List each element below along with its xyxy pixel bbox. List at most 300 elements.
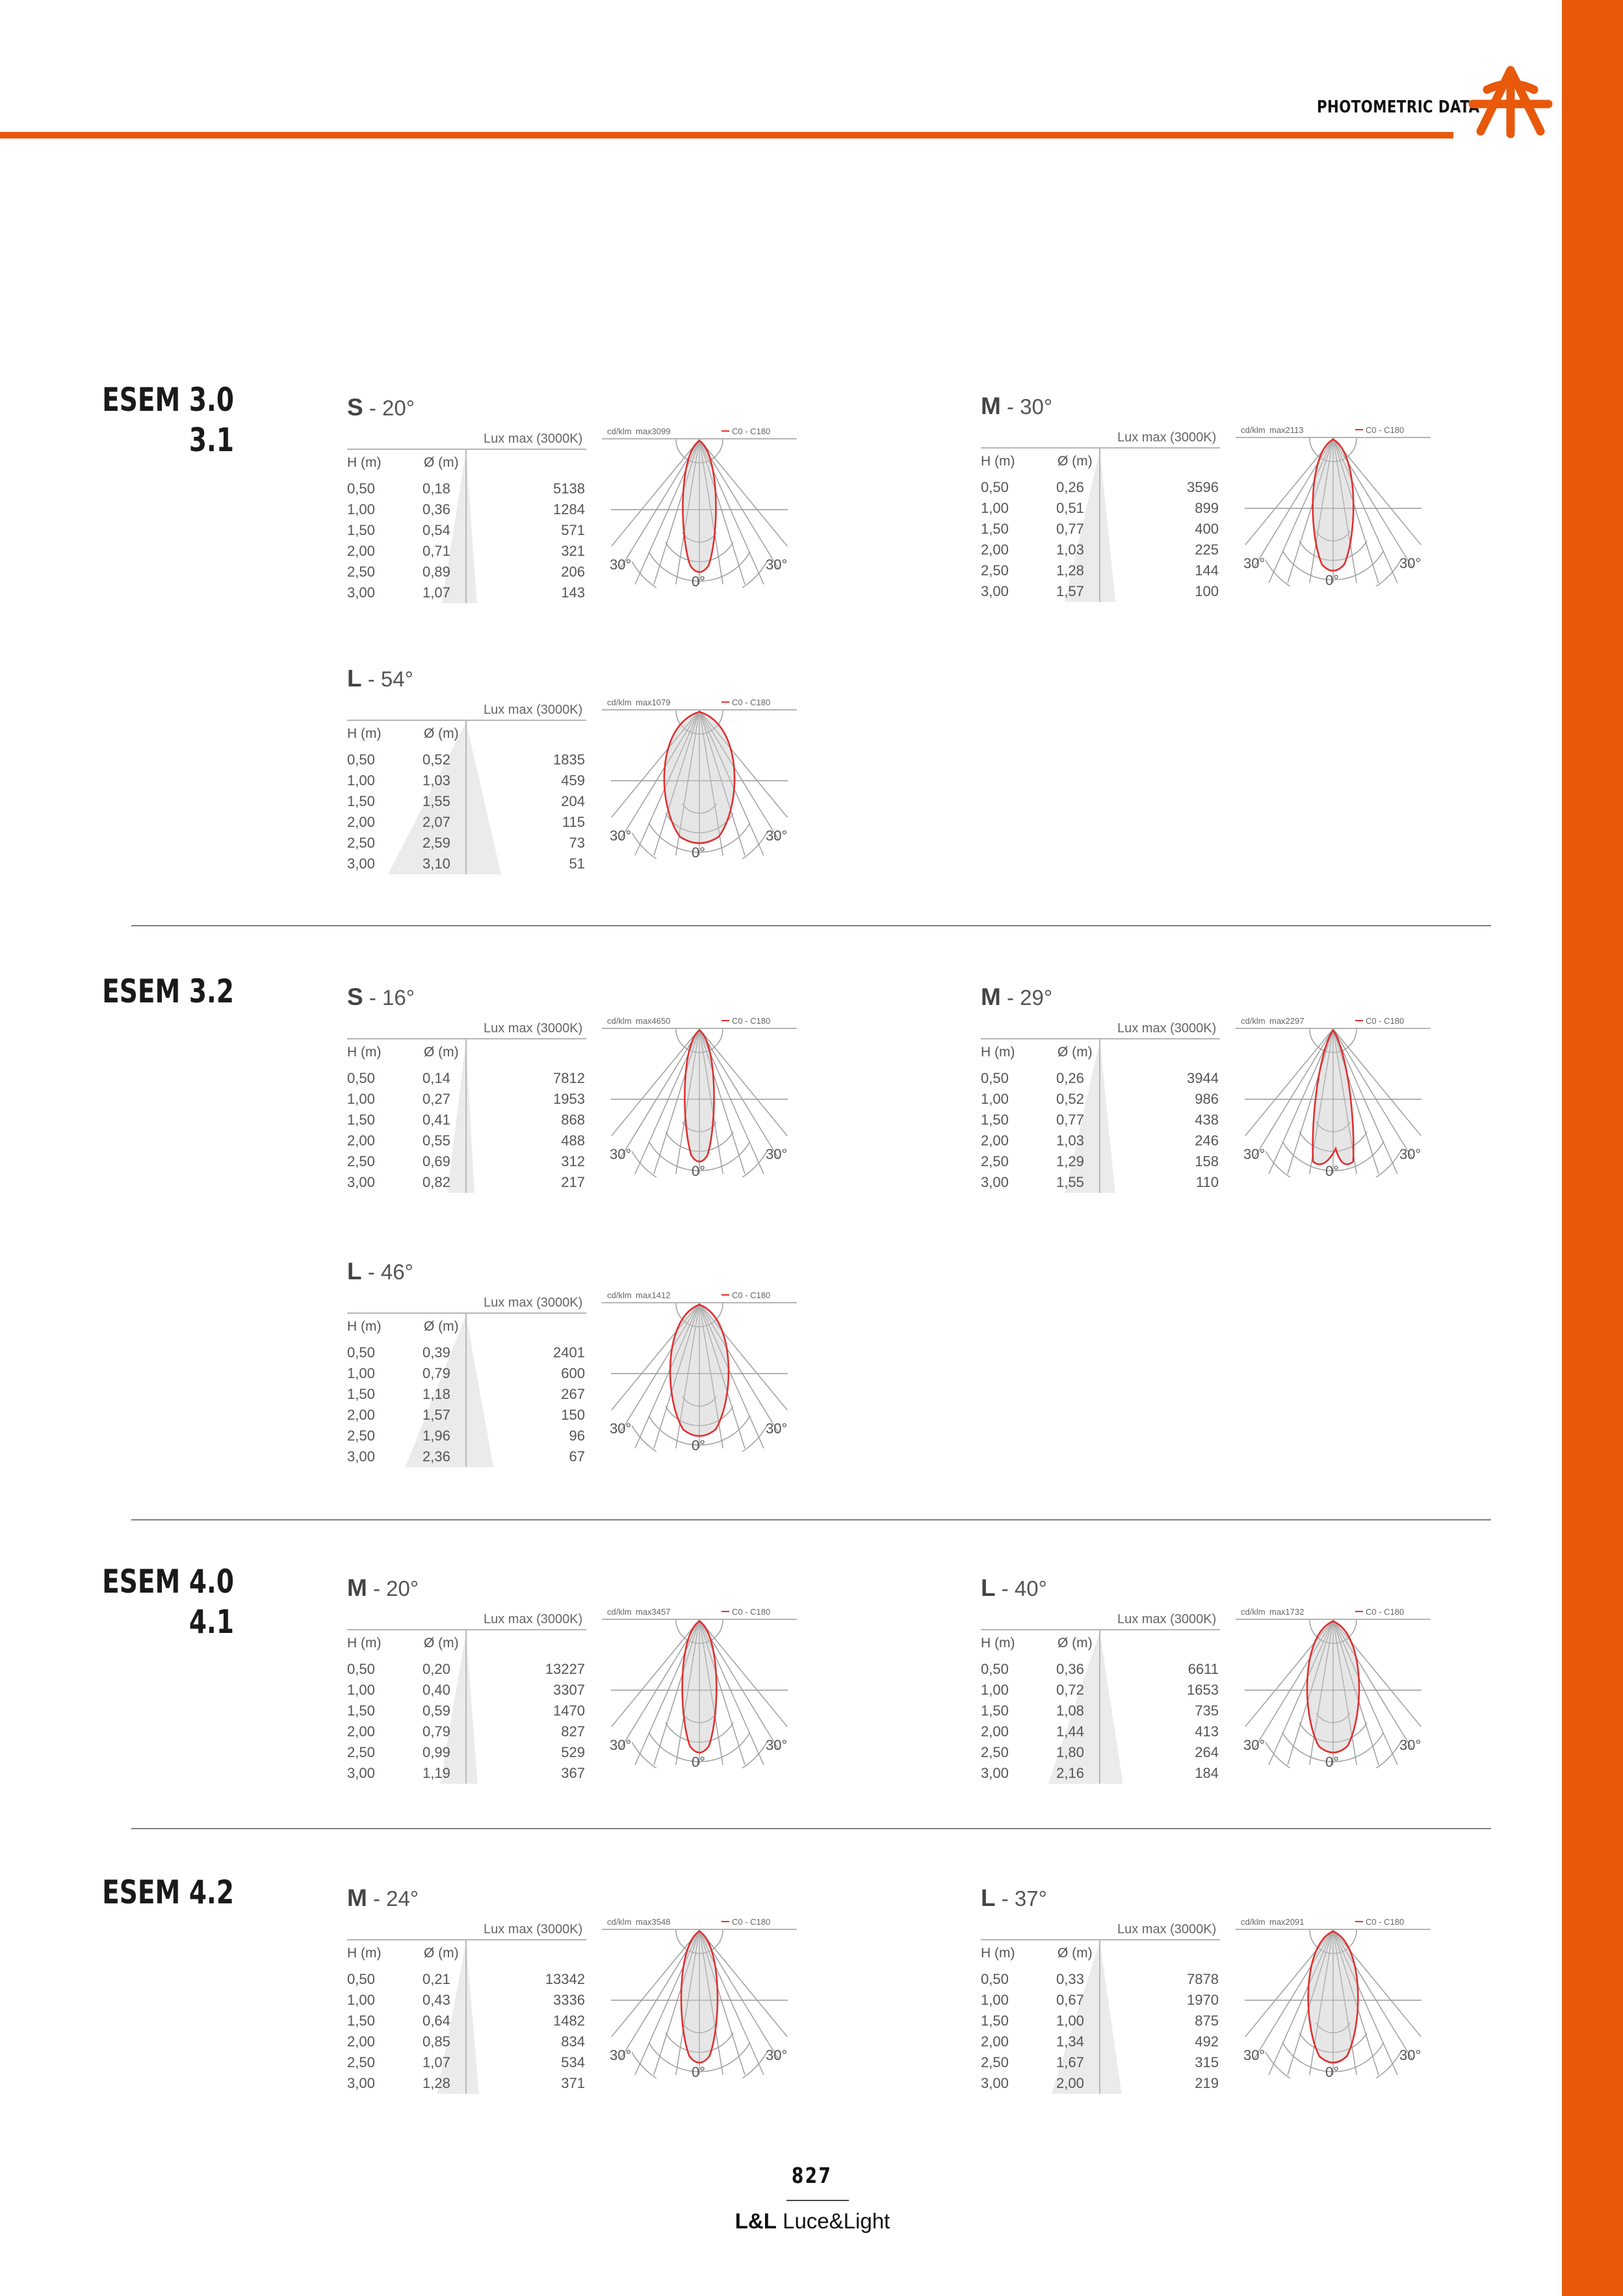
diameter-values-cell: 0,79 xyxy=(422,1365,450,1381)
diameter-values-cell: 0,41 xyxy=(422,1112,450,1128)
height-values xyxy=(347,1068,399,1193)
angle-label-zero: 0° xyxy=(1325,572,1340,586)
beam-letter: L xyxy=(981,1574,996,1601)
photometric-block xyxy=(981,984,1449,1205)
lux-values-cell: 367 xyxy=(561,1765,585,1781)
lux-max-header: Lux max (3000K) xyxy=(1117,1612,1217,1626)
height-values xyxy=(347,478,399,603)
lux-values-cell: 219 xyxy=(1195,2075,1219,2091)
height-values-cell: 2,50 xyxy=(347,1428,375,1444)
diameter-column-header: Ø (m) xyxy=(424,1319,459,1334)
lux-values-cell: 371 xyxy=(561,2075,585,2091)
diameter-column-header: Ø (m) xyxy=(1058,454,1093,469)
max-intensity-label: max2091 xyxy=(1269,1917,1305,1927)
diameter-values-cell: 0,43 xyxy=(422,1992,450,2008)
lux-max-header: Lux max (3000K) xyxy=(484,1296,583,1310)
max-intensity-label: max1412 xyxy=(636,1290,671,1300)
height-column-header: H (m) xyxy=(347,726,382,741)
legend-label: C0 - C180 xyxy=(732,426,771,436)
units-label: cd/klm xyxy=(1241,1016,1266,1026)
height-values-cell: 2,00 xyxy=(347,814,375,830)
lux-values-cell: 834 xyxy=(561,2033,585,2050)
height-values-cell: 2,00 xyxy=(981,1132,1009,1149)
lux-values xyxy=(510,1342,585,1467)
light-distribution-curve xyxy=(1307,1621,1359,1753)
polar-diagram xyxy=(602,1606,797,1768)
diameter-column-header: Ø (m) xyxy=(1058,1636,1093,1650)
height-values-cell: 0,50 xyxy=(981,479,1009,495)
height-values-cell: 1,00 xyxy=(347,772,375,789)
diameter-values-cell: 0,52 xyxy=(1056,1091,1084,1107)
light-distribution-curve xyxy=(1313,1030,1354,1164)
light-distribution-curve xyxy=(1308,1931,1358,2063)
page-title: PHOTOMETRIC DATA xyxy=(1317,98,1480,117)
angle-label-right: 30° xyxy=(766,828,788,844)
units-label: cd/klm xyxy=(607,1290,632,1300)
beam-title xyxy=(981,1885,1047,1912)
lux-max-header: Lux max (3000K) xyxy=(1117,430,1217,445)
beam-letter: M xyxy=(981,984,1001,1010)
lux-values-cell: 144 xyxy=(1195,562,1219,579)
footer-brand-rest: Luce&Light xyxy=(776,2209,890,2233)
diameter-values-cell: 1,03 xyxy=(422,772,450,789)
photometric-block xyxy=(347,665,815,886)
angle-label-zero: 0° xyxy=(692,2064,706,2078)
beam-letter: L xyxy=(347,1258,362,1285)
lux-values-cell: 571 xyxy=(561,522,585,538)
section-divider xyxy=(131,1519,1491,1520)
diameter-values xyxy=(422,750,474,874)
diameter-values-cell: 0,26 xyxy=(1056,479,1084,495)
lux-values-cell: 204 xyxy=(561,793,585,809)
diameter-column-header: Ø (m) xyxy=(424,455,459,470)
height-values-cell: 2,50 xyxy=(347,564,375,580)
diameter-values-cell: 1,55 xyxy=(1056,1174,1084,1190)
lux-values-cell: 534 xyxy=(561,2054,585,2070)
lux-values-cell: 600 xyxy=(561,1365,585,1381)
diameter-values-cell: 0,36 xyxy=(422,501,450,517)
height-values-cell: 3,00 xyxy=(347,1448,375,1465)
lux-values-cell: 67 xyxy=(569,1448,585,1465)
polar-diagram xyxy=(602,1916,797,2078)
diameter-values-cell: 0,69 xyxy=(422,1153,450,1169)
section-name xyxy=(51,1872,234,1912)
lux-values-cell: 1970 xyxy=(1187,1992,1219,2008)
angle-label-right: 30° xyxy=(766,2047,788,2063)
angle-label-left: 30° xyxy=(1243,555,1266,571)
height-column-header: H (m) xyxy=(347,1946,382,1961)
height-values-cell: 2,50 xyxy=(981,2054,1009,2070)
height-values-cell: 3,00 xyxy=(981,1765,1009,1781)
diameter-values-cell: 1,28 xyxy=(422,2075,450,2091)
diameter-values-cell: 0,26 xyxy=(1056,1070,1084,1086)
diameter-values-cell: 1,29 xyxy=(1056,1153,1084,1169)
lux-values-cell: 986 xyxy=(1195,1091,1219,1107)
angle-label-right: 30° xyxy=(1399,555,1422,571)
polar-diagram xyxy=(602,1015,797,1177)
lux-values-cell: 3596 xyxy=(1187,479,1219,495)
diameter-values-cell: 1,96 xyxy=(422,1428,450,1444)
lux-max-header: Lux max (3000K) xyxy=(484,1021,583,1036)
lux-values-cell: 158 xyxy=(1195,1153,1219,1169)
height-values-cell: 1,50 xyxy=(981,2013,1009,2029)
beam-angle: - 20° xyxy=(363,396,415,420)
lux-values xyxy=(1143,1068,1219,1193)
diameter-values-cell: 2,16 xyxy=(1056,1765,1084,1781)
lux-max-header: Lux max (3000K) xyxy=(484,703,583,717)
beam-title xyxy=(347,1574,419,1602)
diameter-values-cell: 0,99 xyxy=(422,1744,450,1760)
lux-values xyxy=(510,1969,585,2094)
height-values-cell: 1,50 xyxy=(347,793,375,809)
legend-label: C0 - C180 xyxy=(732,1607,771,1617)
height-values-cell: 2,50 xyxy=(981,562,1009,579)
lux-values-cell: 110 xyxy=(1195,1174,1219,1190)
diameter-values-cell: 0,39 xyxy=(422,1344,450,1361)
diameter-column-header: Ø (m) xyxy=(424,1946,459,1961)
height-values xyxy=(981,1969,1033,2094)
diameter-values-cell: 0,82 xyxy=(422,1174,450,1190)
lux-values-cell: 312 xyxy=(561,1153,585,1169)
angle-label-left: 30° xyxy=(1243,1146,1266,1162)
lux-values-cell: 6611 xyxy=(1188,1661,1219,1677)
page-number: 827 xyxy=(791,2163,833,2188)
lux-values-cell: 96 xyxy=(569,1428,585,1444)
height-values-cell: 1,50 xyxy=(347,1112,375,1128)
lux-values-cell: 492 xyxy=(1195,2033,1219,2050)
diameter-values xyxy=(1056,477,1108,602)
diameter-values-cell: 1,07 xyxy=(422,584,450,601)
height-values xyxy=(347,1342,399,1467)
section-name xyxy=(51,971,234,1011)
diameter-values-cell: 1,18 xyxy=(422,1386,450,1402)
legend-label: C0 - C180 xyxy=(732,1917,771,1927)
lux-values-cell: 5138 xyxy=(553,480,585,497)
lux-values-cell: 7812 xyxy=(553,1070,585,1086)
section-divider xyxy=(131,1828,1491,1829)
diameter-values xyxy=(422,1659,474,1784)
height-values-cell: 2,50 xyxy=(347,2054,375,2070)
height-values-cell: 1,00 xyxy=(347,1682,375,1698)
lux-values-cell: 868 xyxy=(561,1112,585,1128)
diameter-values-cell: 0,51 xyxy=(1056,500,1084,516)
lux-values-cell: 1470 xyxy=(553,1702,585,1719)
beam-angle: - 54° xyxy=(361,667,413,691)
photometric-block xyxy=(347,984,815,1205)
height-values-cell: 1,50 xyxy=(981,1112,1009,1128)
lux-values-cell: 13227 xyxy=(545,1661,585,1677)
diameter-values-cell: 0,33 xyxy=(1056,1971,1084,1987)
diameter-values-cell: 1,57 xyxy=(422,1407,450,1423)
beam-title xyxy=(347,1258,413,1285)
beam-title xyxy=(981,393,1052,420)
height-values-cell: 1,50 xyxy=(347,1702,375,1719)
angle-label-zero: 0° xyxy=(1325,2064,1340,2078)
units-label: cd/klm xyxy=(1241,425,1266,435)
polar-diagram xyxy=(1236,1916,1431,2078)
section-name-line: ESEM 4.2 xyxy=(102,1873,234,1911)
diameter-values xyxy=(422,1068,474,1193)
diameter-values-cell: 0,72 xyxy=(1056,1682,1084,1698)
diameter-column-header: Ø (m) xyxy=(1058,1946,1093,1961)
angle-label-left: 30° xyxy=(610,1146,632,1162)
angle-label-right: 30° xyxy=(1399,1737,1422,1753)
lux-values-cell: 899 xyxy=(1195,500,1219,516)
height-values-cell: 2,00 xyxy=(347,1407,375,1423)
lux-values-cell: 100 xyxy=(1195,583,1219,599)
section-name-line: ESEM 3.0 xyxy=(102,381,234,419)
lux-values xyxy=(510,1659,585,1784)
lux-values-cell: 1653 xyxy=(1187,1682,1219,1698)
diameter-values xyxy=(422,1342,474,1467)
diameter-values-cell: 0,14 xyxy=(422,1070,450,1086)
diameter-values-cell: 0,21 xyxy=(422,1971,450,1987)
light-distribution-curve xyxy=(664,712,734,843)
height-values xyxy=(981,1068,1033,1193)
lux-values-cell: 1482 xyxy=(553,2013,585,2029)
lux-values-cell: 400 xyxy=(1195,521,1219,537)
diameter-values-cell: 1,67 xyxy=(1056,2054,1084,2070)
lux-values-cell: 7878 xyxy=(1187,1971,1219,1987)
height-values-cell: 2,50 xyxy=(981,1744,1009,1760)
angle-label-right: 30° xyxy=(766,1420,788,1437)
diameter-values-cell: 0,36 xyxy=(1056,1661,1084,1677)
diameter-column-header: Ø (m) xyxy=(424,1636,459,1650)
diameter-values-cell: 0,55 xyxy=(422,1132,450,1149)
height-values-cell: 2,00 xyxy=(347,1723,375,1740)
height-column-header: H (m) xyxy=(347,1045,382,1060)
units-label: cd/klm xyxy=(607,698,632,707)
lux-values-cell: 217 xyxy=(561,1174,585,1190)
diameter-values xyxy=(422,478,474,603)
section-name xyxy=(51,1561,234,1642)
height-values-cell: 2,50 xyxy=(981,1153,1009,1169)
lux-values-cell: 206 xyxy=(561,564,585,580)
section-name xyxy=(51,380,234,460)
angle-label-right: 30° xyxy=(766,556,788,573)
lux-values-cell: 315 xyxy=(1195,2054,1219,2070)
photometric-block xyxy=(981,393,1449,614)
lux-values xyxy=(1143,1659,1219,1784)
lux-values-cell: 827 xyxy=(561,1723,585,1740)
lux-values xyxy=(1143,1969,1219,2094)
section-name-line: ESEM 3.2 xyxy=(102,972,234,1010)
section-name-line: 4.1 xyxy=(188,1603,234,1641)
diameter-values-cell: 0,79 xyxy=(422,1723,450,1740)
units-label: cd/klm xyxy=(607,1016,632,1026)
photometric-block xyxy=(981,1574,1449,1795)
angle-label-zero: 0° xyxy=(692,1754,706,1768)
diameter-values-cell: 0,89 xyxy=(422,564,450,580)
lux-max-header: Lux max (3000K) xyxy=(484,1922,583,1937)
section-name-line: ESEM 4.0 xyxy=(102,1563,234,1600)
angle-label-zero: 0° xyxy=(692,1437,706,1452)
orange-sidebar xyxy=(1562,0,1623,2296)
polar-diagram xyxy=(602,696,797,859)
lux-values-cell: 488 xyxy=(561,1132,585,1149)
diameter-values-cell: 0,54 xyxy=(422,522,450,538)
beam-letter: M xyxy=(347,1885,367,1911)
beam-title xyxy=(981,984,1052,1011)
diameter-values-cell: 0,20 xyxy=(422,1661,450,1677)
units-label: cd/klm xyxy=(1241,1917,1266,1927)
height-values-cell: 3,00 xyxy=(981,1174,1009,1190)
angle-label-zero: 0° xyxy=(1325,1163,1340,1177)
section-name-line: 3.1 xyxy=(188,421,234,459)
legend-label: C0 - C180 xyxy=(1366,425,1405,435)
height-values-cell: 0,50 xyxy=(981,1971,1009,1987)
lux-values-cell: 3944 xyxy=(1187,1070,1219,1086)
lux-values-cell: 1835 xyxy=(553,751,585,768)
lux-values-cell: 2401 xyxy=(553,1344,585,1361)
diameter-values-cell: 1,08 xyxy=(1056,1702,1084,1719)
units-label: cd/klm xyxy=(607,1917,632,1927)
lux-values-cell: 3336 xyxy=(553,1992,585,2008)
diameter-values-cell: 3,10 xyxy=(422,855,450,872)
height-column-header: H (m) xyxy=(981,454,1015,469)
lux-values-cell: 73 xyxy=(569,835,585,851)
polar-diagram xyxy=(1236,1015,1431,1177)
height-values-cell: 1,00 xyxy=(981,1682,1009,1698)
height-values-cell: 2,00 xyxy=(347,2033,375,2050)
height-values xyxy=(981,1659,1033,1784)
beam-angle: - 20° xyxy=(367,1576,419,1600)
diameter-values-cell: 0,59 xyxy=(422,1702,450,1719)
beam-letter: M xyxy=(981,393,1001,419)
height-values-cell: 3,00 xyxy=(981,583,1009,599)
lux-values-cell: 115 xyxy=(562,814,585,830)
max-intensity-label: max3548 xyxy=(636,1917,671,1927)
lux-values-cell: 3307 xyxy=(553,1682,585,1698)
diameter-values-cell: 1,07 xyxy=(422,2054,450,2070)
footer-rule xyxy=(786,2200,849,2201)
max-intensity-label: max3099 xyxy=(636,426,671,436)
height-values-cell: 0,50 xyxy=(347,480,375,497)
height-values-cell: 3,00 xyxy=(347,1174,375,1190)
diameter-values-cell: 1,44 xyxy=(1056,1723,1084,1740)
max-intensity-label: max1732 xyxy=(1269,1607,1305,1617)
diameter-values-cell: 1,34 xyxy=(1056,2033,1084,2050)
header-rule xyxy=(0,132,1453,138)
photometric-block xyxy=(981,1885,1449,2106)
height-values-cell: 1,00 xyxy=(347,1091,375,1107)
lux-values-cell: 246 xyxy=(1195,1132,1219,1149)
beam-angle: - 46° xyxy=(361,1260,413,1284)
lux-values xyxy=(510,1068,585,1193)
height-values-cell: 3,00 xyxy=(347,584,375,601)
height-values-cell: 0,50 xyxy=(347,1971,375,1987)
diameter-values-cell: 2,07 xyxy=(422,814,450,830)
beam-angle: - 37° xyxy=(995,1886,1047,1911)
polar-diagram xyxy=(602,425,797,588)
height-values-cell: 0,50 xyxy=(347,1344,375,1361)
photometric-block xyxy=(347,1574,815,1795)
legend-label: C0 - C180 xyxy=(732,1290,771,1300)
lux-max-header: Lux max (3000K) xyxy=(484,1612,583,1626)
height-values xyxy=(347,750,399,874)
height-values-cell: 2,00 xyxy=(347,1132,375,1149)
angle-label-right: 30° xyxy=(1399,1146,1422,1162)
polar-diagram xyxy=(1236,1606,1431,1768)
lux-values-cell: 321 xyxy=(561,543,585,559)
diameter-values-cell: 1,55 xyxy=(422,793,450,809)
diameter-column-header: Ø (m) xyxy=(1058,1045,1093,1060)
photometric-block xyxy=(347,1258,815,1479)
diameter-values-cell: 0,77 xyxy=(1056,1112,1084,1128)
lux-values-cell: 529 xyxy=(561,1744,585,1760)
height-values-cell: 2,50 xyxy=(347,1153,375,1169)
beam-title xyxy=(347,665,413,692)
max-intensity-label: max1079 xyxy=(636,698,671,707)
diameter-values-cell: 2,36 xyxy=(422,1448,450,1465)
light-distribution-curve xyxy=(684,1030,714,1162)
height-values-cell: 1,50 xyxy=(981,1702,1009,1719)
diameter-values-cell: 0,85 xyxy=(422,2033,450,2050)
height-column-header: H (m) xyxy=(981,1045,1015,1060)
diameter-values-cell: 1,57 xyxy=(1056,583,1084,599)
height-column-header: H (m) xyxy=(347,1636,382,1650)
beam-title xyxy=(347,394,415,421)
angle-label-left: 30° xyxy=(1243,1737,1266,1753)
height-values-cell: 0,50 xyxy=(981,1070,1009,1086)
height-values-cell: 2,00 xyxy=(981,541,1009,558)
diameter-column-header: Ø (m) xyxy=(424,726,459,741)
beam-letter: L xyxy=(347,665,362,692)
height-values-cell: 2,00 xyxy=(981,2033,1009,2050)
angle-label-left: 30° xyxy=(610,2047,632,2063)
height-values-cell: 3,00 xyxy=(347,1765,375,1781)
height-values-cell: 0,50 xyxy=(347,1661,375,1677)
lux-values-cell: 438 xyxy=(1195,1112,1219,1128)
beam-angle: - 30° xyxy=(1000,395,1053,419)
diameter-values xyxy=(1056,1068,1108,1193)
height-values-cell: 1,00 xyxy=(347,1992,375,2008)
photometric-block xyxy=(347,1885,815,2106)
diameter-values-cell: 1,80 xyxy=(1056,1744,1084,1760)
legend-label: C0 - C180 xyxy=(1366,1917,1405,1927)
height-values-cell: 1,00 xyxy=(347,501,375,517)
lux-values-cell: 13342 xyxy=(545,1971,585,1987)
height-values-cell: 2,00 xyxy=(347,543,375,559)
polar-diagram xyxy=(602,1289,797,1452)
diameter-values-cell: 0,27 xyxy=(422,1091,450,1107)
polar-diagram xyxy=(1236,424,1431,586)
footer-brand-bold: L&L xyxy=(734,2209,777,2233)
height-values-cell: 0,50 xyxy=(981,1661,1009,1677)
height-values-cell: 1,50 xyxy=(981,521,1009,537)
diameter-values-cell: 1,03 xyxy=(1056,541,1084,558)
lux-values-cell: 267 xyxy=(561,1386,585,1402)
lux-max-header: Lux max (3000K) xyxy=(1117,1922,1217,1937)
lux-values-cell: 1284 xyxy=(553,501,585,517)
height-values-cell: 0,50 xyxy=(347,751,375,768)
max-intensity-label: max4650 xyxy=(636,1016,671,1026)
photometric-block xyxy=(347,394,815,615)
angle-label-right: 30° xyxy=(766,1737,788,1753)
lux-values-cell: 459 xyxy=(561,772,585,789)
diameter-values-cell: 1,03 xyxy=(1056,1132,1084,1149)
beam-title xyxy=(347,984,415,1011)
height-column-header: H (m) xyxy=(347,1319,382,1334)
lux-values-cell: 735 xyxy=(1195,1702,1219,1719)
legend-label: C0 - C180 xyxy=(732,698,771,707)
light-distribution-curve xyxy=(1313,439,1354,571)
lux-values-cell: 875 xyxy=(1195,2013,1219,2029)
beam-letter: L xyxy=(981,1885,996,1911)
beam-letter: S xyxy=(347,394,363,421)
height-values xyxy=(347,1969,399,2094)
lux-values xyxy=(510,478,585,603)
